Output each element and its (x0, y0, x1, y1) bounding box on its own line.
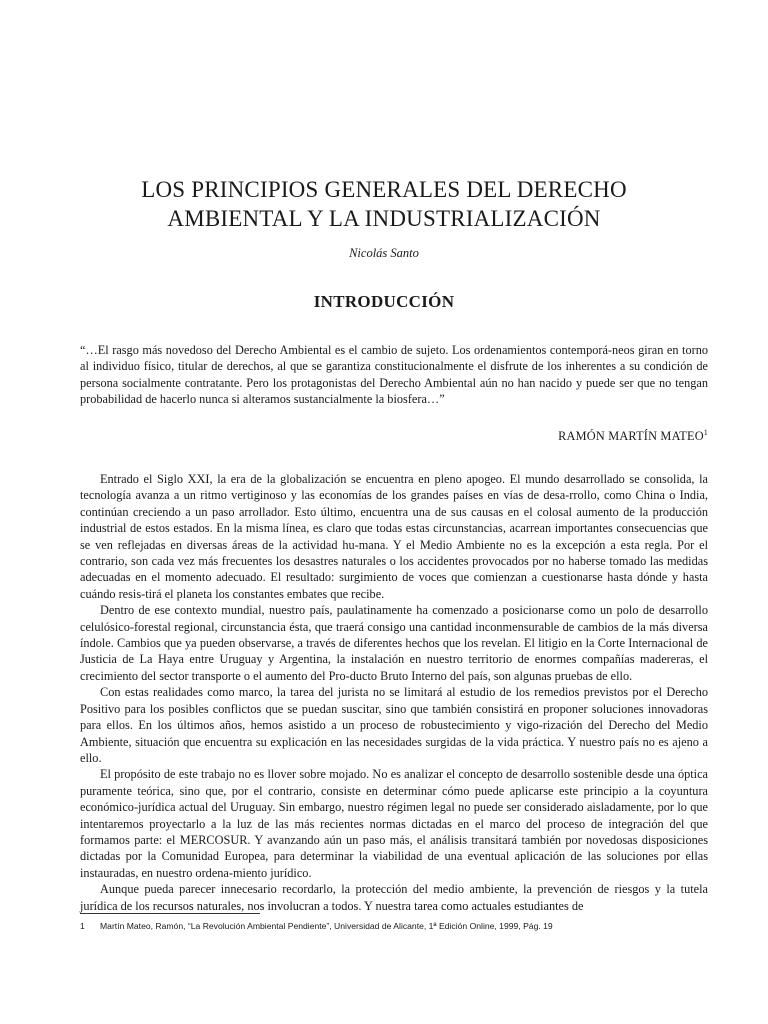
title-line-2: AMBIENTAL Y LA INDUSTRIALIZACIÓN (167, 206, 601, 231)
epigraph-attribution (80, 428, 708, 444)
epigraph-quote: “…El rasgo más novedoso del Derecho Ambiental es el cambio de sujeto. Los ordenamientos contemporá-neos giran en torno al individuo físico, titular de derechos, al que se garantiza constitucionalmente el disfrute de los inherentes a su condición de persona socialmente contratante. Pero los protagonistas del Derecho Ambiental aún no han nacido y puede ser que no tengan probabilidad de hacerlo nunca si alteramos sustancialmente la biosfera…” (80, 343, 708, 407)
attribution-name: RAMÓN MARTÍN MATEO (558, 429, 704, 444)
footnote (80, 920, 708, 932)
footnote-reference: 1 (703, 428, 708, 437)
footnote-text: Martín Mateo, Ramón, “La Revolución Ambiental Pendiente”, Universidad de Alicante, 1ª Edición Online, 1999, Pág. 19 (100, 921, 553, 931)
body-paragraph: Entrado el Siglo XXI, la era de la globalización se encuentra en pleno apogeo. El mundo desarrollado se consolida, la tecnología avanza a un ritmo vertiginoso y las economías de los grandes países en vías de desa-rrollo, como China o India, continúan creciendo a un paso arrollador. Esto último, encuentra una de sus causas en el colosal aumento de la producción industrial de estos estados. En la misma línea, es claro que todas estas circunstancias, acarrean importantes consecuencias que se ven reflejadas en diversas áreas de la actividad hu-mana. Y el Medio Ambiente no es la excepción a esta regla. Por el contrario, son cada vez más frecuentes los desastres naturales o los accidentes provocados por no haberse tomado las medidas adecuadas en el momento adecuado. El resultado: surgimiento de voces que comienzan a cuestionarse hasta dónde y hasta cuándo resis-tirá el planeta los constantes embates que recibe. (80, 472, 708, 601)
body-paragraph: Aunque pueda parecer innecesario recordarlo, la protección del medio ambiente, la prevención de riesgos y la tutela jurídica de los recursos naturales, nos involucran a todos. Y nuestra tarea como actuales estudiantes de (80, 882, 708, 913)
paper-title (60, 175, 708, 233)
body-text (80, 471, 708, 914)
body-paragraph: Con estas realidades como marco, la tarea del jurista no se limitará al estudio de los remedios previstos por el Derecho Positivo para los posibles conflictos que se puedan suscitar, sino que también consistirá en proponer soluciones innovadoras para ellos. En los últimos años, hemos asistido a un proceso de robustecimiento y vigo-rización del Derecho del Medio Ambiente, situación que encuentra su explicación en las necesidades surgidas de la vida práctica. Y nuestro país no es ajeno a ello. (80, 685, 708, 765)
author-name: Nicolás Santo (349, 246, 419, 260)
footnote-divider (80, 913, 260, 914)
body-paragraph: Dentro de ese contexto mundial, nuestro país, paulatinamente ha comenzado a posicionarse como un polo de desarrollo celulósico-forestal regional, circunstancia ésta, que traerá consigo una cantidad inconmensurable de cambios de la más diversa índole. Cambios que ya pueden observarse, a través de diferentes hechos que los revelan. El litigio en la Corte Internacional de Justicia de La Haya entre Uruguay y Argentina, la instalación en nuestro territorio de enormes compañías madereras, el crecimiento del sector transporte o el aumento del Pro-ducto Bruto Interno del país, son algunas pruebas de ello. (80, 603, 708, 683)
title-line-1: LOS PRINCIPIOS GENERALES DEL DERECHO (141, 177, 627, 202)
footnote-number: 1 (80, 921, 85, 931)
body-paragraph: El propósito de este trabajo no es llover sobre mojado. No es analizar el concepto de desarrollo sostenible desde una óptica puramente teórica, sino que, por el contrario, consiste en determinar cómo puede aplicarse este principio a la coyuntura económico-jurídica actual del Uruguay. Sin embargo, nuestro régimen legal no puede ser considerado aisladamente, por lo que intentaremos proyectarlo a la luz de las más recientes normas dictadas en el marco del proceso de integración del que formamos parte: el MERCOSUR. Y avanzando aún un paso más, el análisis transitará también por novedosas disposiciones dictadas por la Comunidad Europea, para determinar la viabilidad de una eventual aplicación de las soluciones por ellas instauradas, en nuestro ordena-miento jurídico. (80, 767, 708, 880)
section-heading: INTRODUCCIÓN (313, 292, 455, 311)
